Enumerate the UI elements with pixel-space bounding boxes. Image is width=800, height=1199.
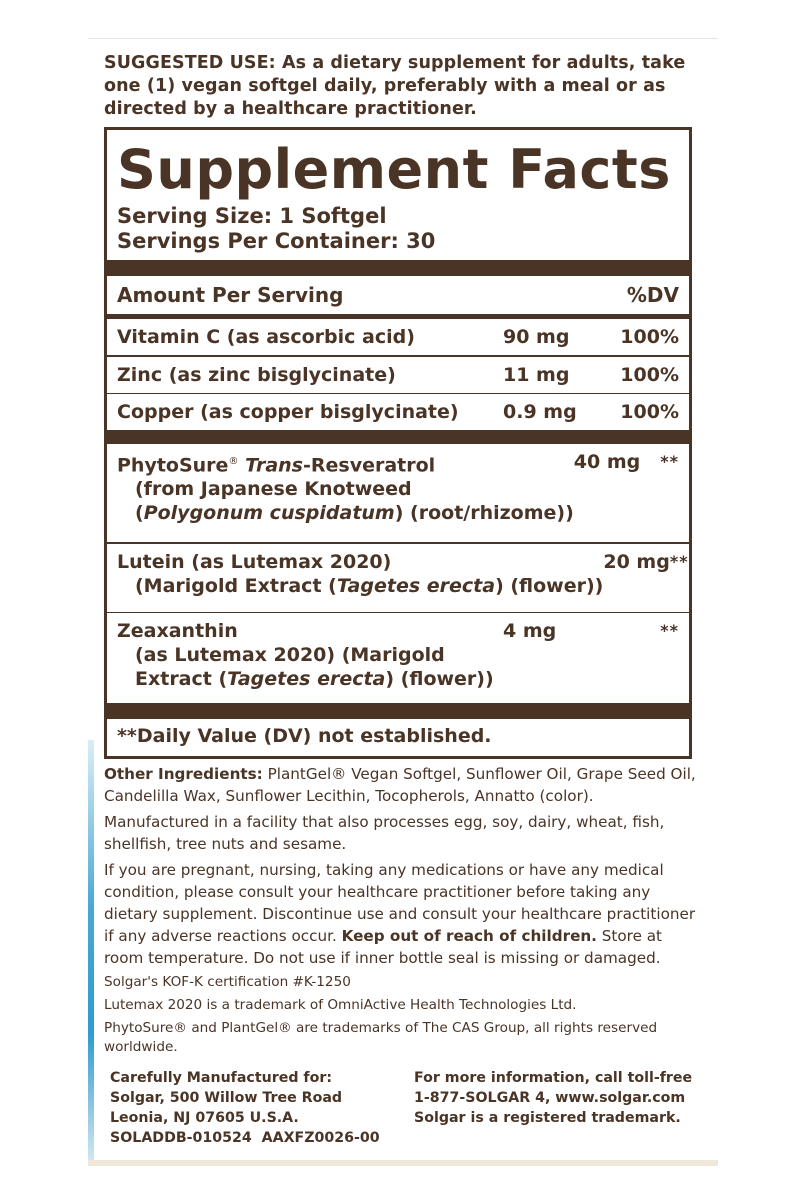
- thick-divider: [107, 703, 689, 719]
- footer-line: For more information, call toll-free: [414, 1070, 693, 1086]
- supplement-facts-title: Supplement Facts: [117, 138, 671, 201]
- zeaxanthin-dv: **: [660, 621, 679, 640]
- amount-per-serving-header: Amount Per Serving: [117, 283, 344, 307]
- lutein-amount: 20 mg: [603, 550, 670, 573]
- allergen-statement: Manufactured in a facility that also processes egg, soy, dairy, wheat, fish, shellfish, tree nuts and sesame.: [104, 813, 665, 853]
- warning-text: If you are pregnant, nursing, taking any medications or have any medical condition, please consult your healthcare practitioner before taking any dietary supplement. Discontinue use and consult your healthcare practitioner if any adverse reactions occur.: [104, 861, 696, 945]
- kof-k-certification: Solgar's KOF-K certification #K-1250: [104, 974, 351, 990]
- facts-header-row: [117, 276, 679, 314]
- manufacturer-footer: [104, 1068, 704, 1148]
- nutrient-amount: 0.9 mg: [503, 401, 577, 423]
- resveratrol-name: -Resveratrol: [302, 454, 436, 477]
- suggested-use: [104, 52, 704, 121]
- nutrient-name: Copper (as copper bisglycinate): [117, 401, 459, 423]
- zeaxanthin-extract: Extract (: [135, 668, 228, 690]
- nutrient-amount: 90 mg: [503, 326, 570, 348]
- footer-line: 1-877-SOLGAR 4, www.solgar.com: [414, 1090, 686, 1106]
- registered-mark: ®: [228, 456, 239, 467]
- lutein-name-block: [117, 550, 603, 598]
- zeaxanthin-part: ) (flower)): [385, 668, 494, 690]
- phytosure-trademark: PhytoSure® and PlantGel® are trademarks of The CAS Group, all rights reserved worldwide.: [104, 1020, 658, 1055]
- resveratrol-trans: Trans: [245, 454, 303, 477]
- resveratrol-amount: 40 mg: [573, 451, 641, 473]
- lutein-dv: **: [669, 551, 689, 571]
- lutein-row: [117, 544, 689, 612]
- manufacturer-address: [104, 1068, 380, 1148]
- other-ingredients: [104, 763, 702, 807]
- lutein-source: (Marigold Extract (: [135, 574, 337, 597]
- other-ingredients-label: Other Ingredients:: [104, 765, 263, 783]
- zeaxanthin-row: [117, 613, 679, 703]
- nutrient-dv: 100%: [620, 363, 679, 386]
- suggested-use-text: As a dietary supplement for adults, take one (1) vegan softgel daily, preferably with a meal or as directed by a healthcare practitioner.: [104, 53, 686, 119]
- lutein-name: Lutein (as Lutemax 2020): [117, 550, 392, 573]
- nutrient-row: [117, 394, 679, 430]
- nutrient-row: [117, 319, 679, 355]
- zeaxanthin-amount: 4 mg: [503, 620, 557, 642]
- thick-divider: [107, 430, 689, 444]
- nutrient-amount: 11 mg: [503, 363, 570, 386]
- contact-info: [414, 1068, 704, 1148]
- supplement-facts-panel: [104, 127, 692, 759]
- zeaxanthin-source: (as Lutemax 2020) (Marigold: [135, 644, 445, 666]
- resveratrol-brand: PhytoSure: [117, 454, 229, 477]
- footer-line: Carefully Manufactured for:: [110, 1070, 333, 1086]
- serving-size: Serving Size: 1 Softgel: [117, 204, 387, 228]
- resveratrol-row: [117, 444, 679, 542]
- paren: (: [135, 502, 144, 525]
- resveratrol-part: ) (root/rhizome)): [394, 502, 574, 525]
- nutrient-dv: 100%: [620, 401, 679, 423]
- zeaxanthin-latin-name: Tagetes erecta: [227, 668, 386, 690]
- warning-statement: [104, 859, 702, 969]
- label-body-text: [104, 763, 702, 1061]
- nutrient-row: [117, 357, 679, 393]
- keep-out-of-reach: Keep out of reach of children.: [341, 927, 597, 945]
- lot-code: SOLADDB-010524 AAXFZ0026-00: [110, 1130, 380, 1146]
- resveratrol-name-block: [117, 450, 574, 525]
- resveratrol-latin-name: Polygonum cuspidatum: [143, 502, 395, 525]
- resveratrol-dv: **: [660, 452, 679, 471]
- zeaxanthin-name: Zeaxanthin: [117, 620, 238, 642]
- dv-footnote: **Daily Value (DV) not established.: [117, 725, 492, 747]
- suggested-use-label: SUGGESTED USE:: [104, 53, 276, 73]
- side-color-strip: [88, 740, 94, 1160]
- nutrient-name: Vitamin C (as ascorbic acid): [117, 326, 415, 348]
- lutemax-trademark: Lutemax 2020 is a trademark of OmniActive Health Technologies Ltd.: [104, 997, 577, 1013]
- footer-line: Solgar, 500 Willow Tree Road: [110, 1090, 343, 1106]
- footer-line: Leonia, NJ 07605 U.S.A.: [110, 1110, 299, 1126]
- lutein-latin-name: Tagetes erecta: [336, 574, 496, 597]
- other-ingredients-text: PlantGel® Vegan Softgel, Sunflower Oil, Grape Seed Oil, Candelilla Wax, Sunflower Lecithin, Tocopherols, Annatto (color).: [104, 765, 696, 805]
- servings-per-container: Servings Per Container: 30: [117, 229, 436, 253]
- nutrient-dv: 100%: [620, 326, 679, 348]
- footer-line: Solgar is a registered trademark.: [414, 1110, 681, 1126]
- thick-divider: [107, 260, 689, 276]
- dv-header: %DV: [626, 283, 679, 307]
- bottom-color-strip: [88, 1160, 718, 1166]
- resveratrol-source: (from Japanese Knotweed: [135, 478, 412, 501]
- nutrient-name: Zinc (as zinc bisglycinate): [117, 363, 396, 386]
- lutein-part: ) (flower)): [495, 574, 604, 597]
- zeaxanthin-name-block: [117, 619, 503, 691]
- storage-text: Store at room temperature. Do not use if inner bottle seal is missing or damaged.: [104, 927, 663, 967]
